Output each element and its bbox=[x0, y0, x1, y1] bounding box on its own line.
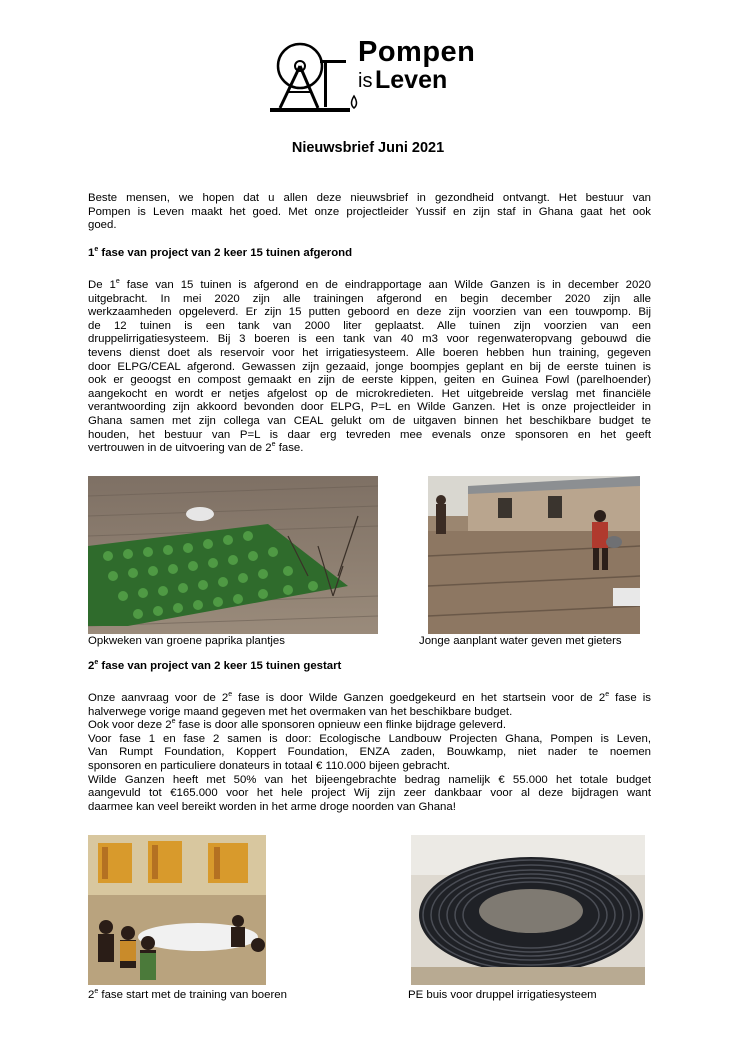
newsletter-title: Nieuwsbrief Juni 2021 bbox=[291, 140, 445, 156]
section2-heading: 2e fase van project van 2 keer 15 tuinen gestart bbox=[88, 659, 342, 672]
logo-text-pompen: Pompen bbox=[358, 36, 476, 68]
logo-text-leven: Leven bbox=[375, 66, 448, 94]
photo-training-farmers bbox=[88, 835, 266, 985]
intro-paragraph: Beste mensen, we hopen dat u allen deze nieuwsbrief in gezondheid ontvangt. Het bestuur van Pompen is Leven maakt het goed. Met onze projectleider Yussif en zijn staf in Ghana gaat het ook goed. bbox=[88, 192, 651, 232]
section1-heading: 1e fase van project van 2 keer 15 tuinen afgerond bbox=[88, 246, 353, 259]
photo-watering-plants bbox=[428, 476, 640, 634]
logo-text-is: is bbox=[358, 70, 373, 92]
caption-photo4: PE buis voor druppel irrigatiesysteem bbox=[408, 989, 597, 1001]
caption-photo1: Opkweken van groene paprika plantjes bbox=[88, 635, 285, 647]
photo-pe-pipe bbox=[411, 835, 645, 985]
caption-photo3: 2e fase start met de training van boeren bbox=[88, 988, 287, 1001]
section1-paragraph: De 1e fase van 15 tuinen is afgerond en de eindrapportage aan Wilde Ganzen is in december 2020 uitgebracht. In mei 2020 zijn alle trainingen afgerond en begin december 2020 zijn alle werkzaamheden opgeleverd. Er zijn 15 putten geboord en deze zijn voorzien van een touwpomp. Bij de 12 tuinen is een tank van 2000 liter geplaatst. Alle tuinen zijn voorzien van een druppelirrigatiesysteem. Bij 3 boeren is een tank van 40 m3 voor regenwateropvang gebouwd die tevens dienst doet als reservoir voor het irrigatiesysteem. Alle boeren hebben hun training, gegeven door ELPG/CEAL afgerond. Gewassen zijn gezaaid, jonge boompjes geplant en bij de eerste tuinen is ook er geoogst en compost gemaakt en zijn de eerste kippen, geiten en Guinea Fowl (parelhoender) aangekocht en wordt er netjes afgelost op de microkredieten. Het uitgebreide verslag met financiële verantwoording zijn akkoord bevonden door ELPG, P=L en Wilde Ganzen. Het is onze projectleider in Ghana samen met zijn collega van CEAL gelukt om de uitgaven binnen het beschikbare budget te houden, het bestuur van P=L is daar erg tevreden mee evenals onze sponsoren en het geeft vertrouwen in de uitvoering van de 2e fase. bbox=[88, 278, 651, 455]
caption-photo2: Jonge aanplant water geven met gieters bbox=[419, 635, 622, 647]
section2-paragraph: Onze aanvraag voor de 2e fase is door Wilde Ganzen goedgekeurd en het startsein voor de 2e fase is halverwege vorige maand gegeven met het overmaken van het beschikbare budget. Ook voor deze 2e fase is door alle sponsoren opnieuw een flinke bijdrage geleverd. Voor fase 1 en fase 2 samen is door: Ecologische Landbouw Projecten Ghana, Pompen is Leven, Van Rumpt Foundation, Koppert Foundation, ENZA zaden, Bouwkamp, niet nader te noemen sponsoren en particuliere donateurs in totaal € 110.000 bijeen gebracht. Wilde Ganzen heeft met 50% van het bijeengebrachte bedrag namelijk € 55.000 het totale budget aangevuld tot €165.000 voor het hele project Wij zijn zeer dankbaar voor al deze bijdragen want daarmee kan veel bereikt worden in het arme droge noorden van Ghana! bbox=[88, 691, 652, 813]
photo-paprika-seedlings bbox=[88, 476, 378, 634]
